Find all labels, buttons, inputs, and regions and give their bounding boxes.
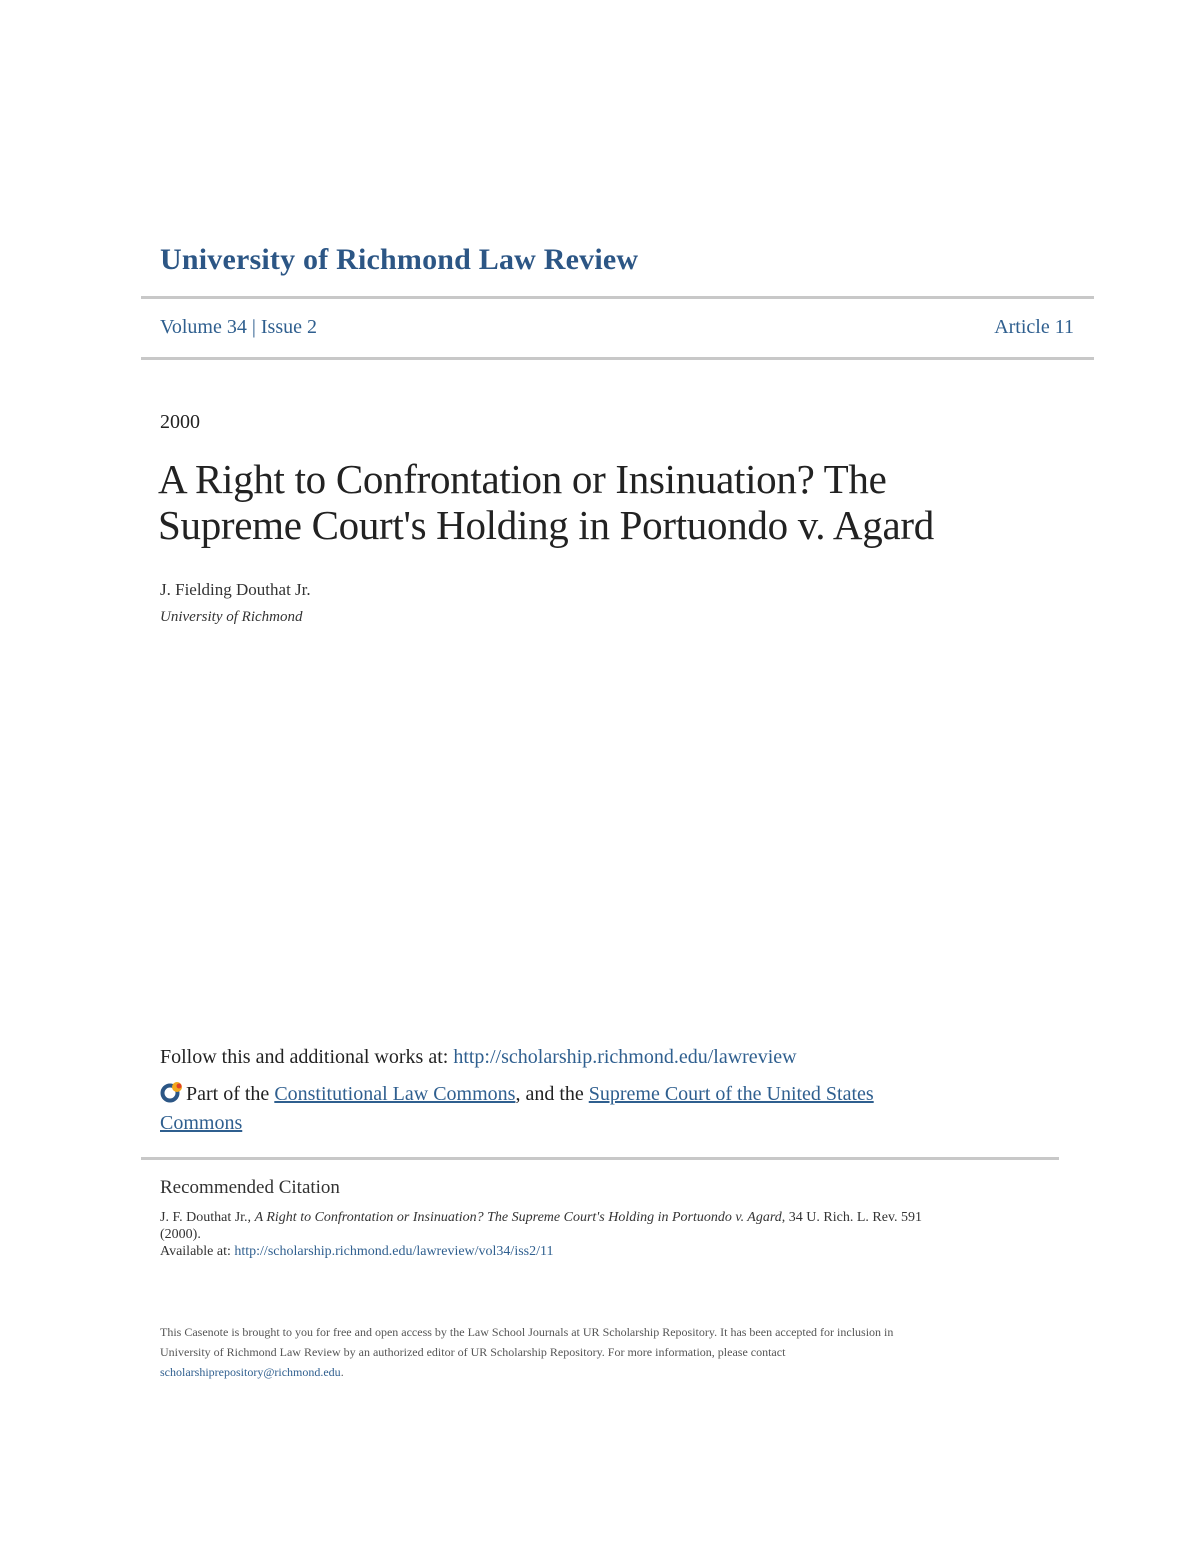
supreme-court-commons-link[interactable]: Supreme Court of the United States <box>588 1083 874 1105</box>
recommended-citation-heading: Recommended Citation <box>160 1177 340 1198</box>
citation-title: A Right to Confrontation or Insinuation? The Supreme Court's Holding in Portuondo v. Agard <box>254 1210 782 1225</box>
available-at-label: Available at: <box>160 1244 235 1259</box>
journal-title[interactable]: University of Richmond Law Review <box>160 243 639 276</box>
repository-note-line-1: This Casenote is brought to you for free and open access by the Law School Journals at UR Scholarship Repository. It has been accepted for inclusion in <box>160 1325 894 1339</box>
follow-label: Follow this and additional works at: <box>160 1046 454 1068</box>
bepress-network-icon <box>160 1081 184 1103</box>
citation-block <box>160 1209 1040 1260</box>
citation-rule <box>141 1157 1059 1160</box>
article-title-line-1: A Right to Confrontation or Insinuation? The <box>158 456 887 502</box>
header-rule-top <box>141 296 1094 299</box>
article-number-link[interactable]: Article 11 <box>994 316 1074 338</box>
repository-note-line-2: University of Richmond Law Review by an authorized editor of UR Scholarship Repository. For more information, please contact <box>160 1345 786 1359</box>
article-title-line-2: Supreme Court's Holding in Portuondo v. Agard <box>158 502 934 548</box>
repository-note <box>160 1322 1050 1382</box>
constitutional-law-commons-link[interactable]: Constitutional Law Commons <box>274 1083 516 1105</box>
part-of-label: Part of the <box>186 1083 275 1105</box>
issue-link[interactable]: Issue 2 <box>260 316 317 338</box>
citation-year: (2000). <box>160 1227 201 1242</box>
article-url-link[interactable]: http://scholarship.richmond.edu/lawreview/vol34/iss2/11 <box>234 1244 554 1259</box>
publication-year: 2000 <box>160 411 200 433</box>
follow-line <box>160 1046 797 1069</box>
article-title <box>158 456 1058 548</box>
author-name: J. Fielding Douthat Jr. <box>160 580 311 599</box>
contact-email-link[interactable]: scholarshiprepository@richmond.edu <box>160 1365 341 1379</box>
commons-joiner: , and the <box>515 1083 589 1105</box>
volume-link[interactable]: Volume 34 <box>160 316 247 338</box>
citation-source: , 34 U. Rich. L. Rev. 591 <box>781 1210 923 1225</box>
header-rule-bottom <box>141 357 1094 360</box>
repository-note-line-3 <box>160 1362 1050 1382</box>
part-of-commons <box>160 1080 1030 1138</box>
citation-author: J. F. Douthat Jr., <box>160 1210 255 1225</box>
follow-url-link[interactable]: http://scholarship.richmond.edu/lawreview <box>453 1046 797 1068</box>
author-affiliation: University of Richmond <box>160 609 303 625</box>
volume-issue <box>160 316 317 339</box>
volume-issue-separator: | <box>251 316 256 338</box>
supreme-court-commons-link-continued[interactable]: Commons <box>160 1112 243 1134</box>
repository-note-end: . <box>340 1365 344 1379</box>
